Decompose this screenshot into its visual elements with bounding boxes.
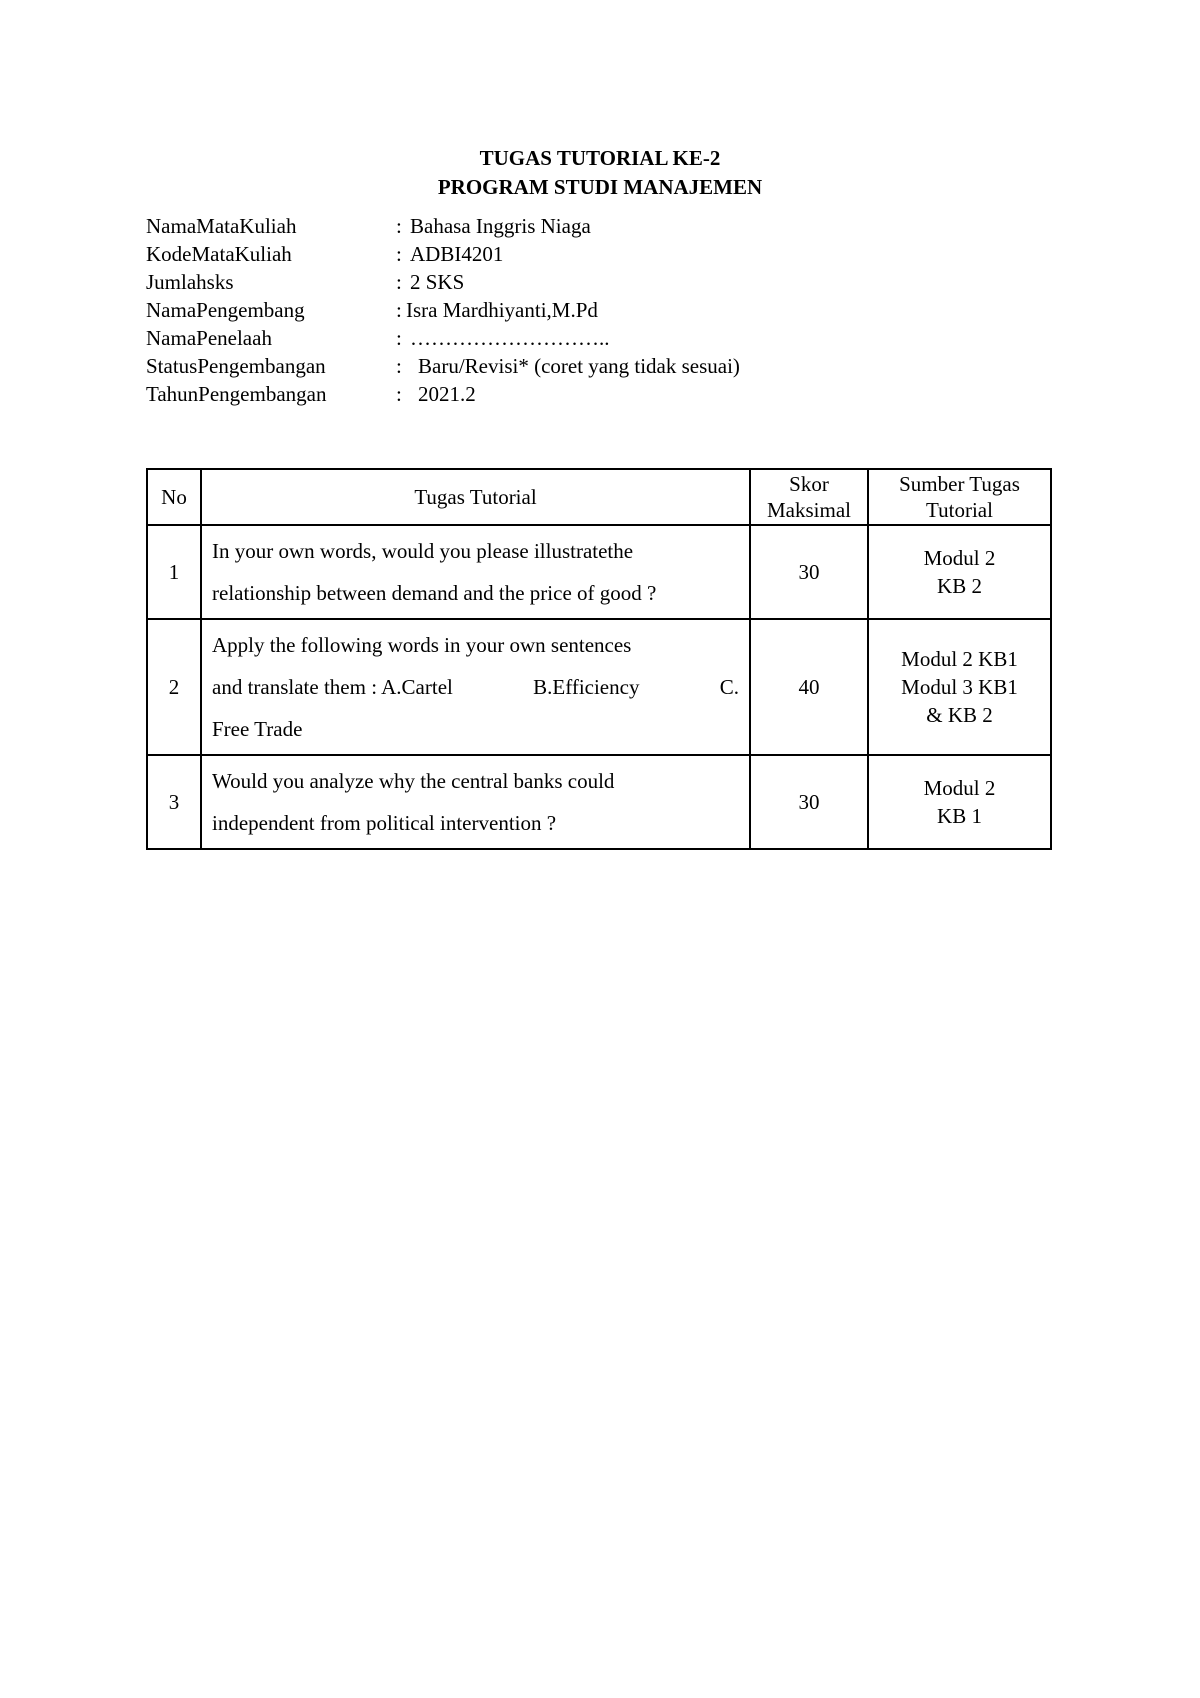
document-title: TUGAS TUTORIAL KE-2 <box>479 146 721 170</box>
cell-no: 2 <box>147 619 201 755</box>
header-source-line: Tutorial <box>926 498 993 522</box>
cell-task <box>201 619 750 755</box>
header-no: No <box>147 469 201 525</box>
info-separator: : <box>396 382 402 406</box>
table-header-row <box>147 469 1051 525</box>
info-separator: : <box>396 326 402 350</box>
info-row-course-code <box>146 240 740 268</box>
info-row-status <box>146 352 740 380</box>
info-label: TahunPengembangan <box>146 382 327 406</box>
info-value: ADBI4201 <box>410 242 504 266</box>
info-separator: : <box>396 242 402 266</box>
task-line-part: B.Efficiency <box>533 675 640 699</box>
header-score-line: Skor <box>789 472 829 496</box>
info-value: Bahasa Inggris Niaga <box>410 214 591 238</box>
info-label: NamaPengembang <box>146 298 305 322</box>
header-source-line: Sumber Tugas <box>899 472 1020 496</box>
task-line: Free Trade <box>212 717 303 741</box>
info-label: NamaMataKuliah <box>146 214 297 238</box>
cell-no: 3 <box>147 755 201 849</box>
header-score <box>750 469 868 525</box>
cell-score: 30 <box>750 755 868 849</box>
source-line: KB 2 <box>937 574 982 598</box>
task-line: Apply the following words in your own sentences <box>212 633 632 657</box>
info-label: Jumlahsks <box>146 270 234 294</box>
info-value: ……………………….. <box>410 326 610 350</box>
cell-score: 40 <box>750 619 868 755</box>
source-line: Modul 2 KB1 <box>901 647 1018 671</box>
cell-task <box>201 525 750 619</box>
task-line: relationship between demand and the price of good ? <box>212 581 657 605</box>
course-info <box>146 212 740 408</box>
cell-source <box>868 755 1051 849</box>
header-source <box>868 469 1051 525</box>
task-line: Would you analyze why the central banks could <box>212 769 615 793</box>
source-line: Modul 2 <box>923 776 996 800</box>
tutorial-task-table <box>146 468 1052 850</box>
task-line: independent from political intervention ? <box>212 811 557 835</box>
info-label: KodeMataKuliah <box>146 242 292 266</box>
info-separator: : <box>396 270 402 294</box>
task-line: In your own words, would you please illustratethe <box>212 539 634 563</box>
table-row <box>147 525 1051 619</box>
table-row <box>147 755 1051 849</box>
document-subtitle: PROGRAM STUDI MANAJEMEN <box>437 175 763 199</box>
info-value: 2021.2 <box>418 382 476 406</box>
table-row <box>147 619 1051 755</box>
cell-task <box>201 755 750 849</box>
task-line-part: and translate them : A.Cartel <box>212 675 453 699</box>
document-heading <box>0 144 1200 202</box>
cell-no: 1 <box>147 525 201 619</box>
info-row-credits <box>146 268 740 296</box>
cell-source <box>868 525 1051 619</box>
header-task: Tugas Tutorial <box>201 469 750 525</box>
task-line-part: C. <box>719 675 739 699</box>
info-separator: : <box>396 354 402 378</box>
info-separator: : <box>396 214 402 238</box>
info-value: Isra Mardhiyanti,M.Pd <box>406 298 598 322</box>
info-value: Baru/Revisi* (coret yang tidak sesuai) <box>418 354 740 378</box>
info-separator: : <box>396 298 402 322</box>
task-line <box>212 666 739 708</box>
source-line: & KB 2 <box>926 703 993 727</box>
info-row-reviewer <box>146 324 740 352</box>
cell-source <box>868 619 1051 755</box>
source-line: Modul 3 KB1 <box>901 675 1018 699</box>
info-label: NamaPenelaah <box>146 326 272 350</box>
info-value: 2 SKS <box>410 270 465 294</box>
info-row-course-name <box>146 212 740 240</box>
source-line: Modul 2 <box>923 546 996 570</box>
header-score-line: Maksimal <box>767 498 851 522</box>
info-label: StatusPengembangan <box>146 354 326 378</box>
cell-score: 30 <box>750 525 868 619</box>
info-row-developer <box>146 296 740 324</box>
info-row-year <box>146 380 740 408</box>
source-line: KB 1 <box>937 804 982 828</box>
